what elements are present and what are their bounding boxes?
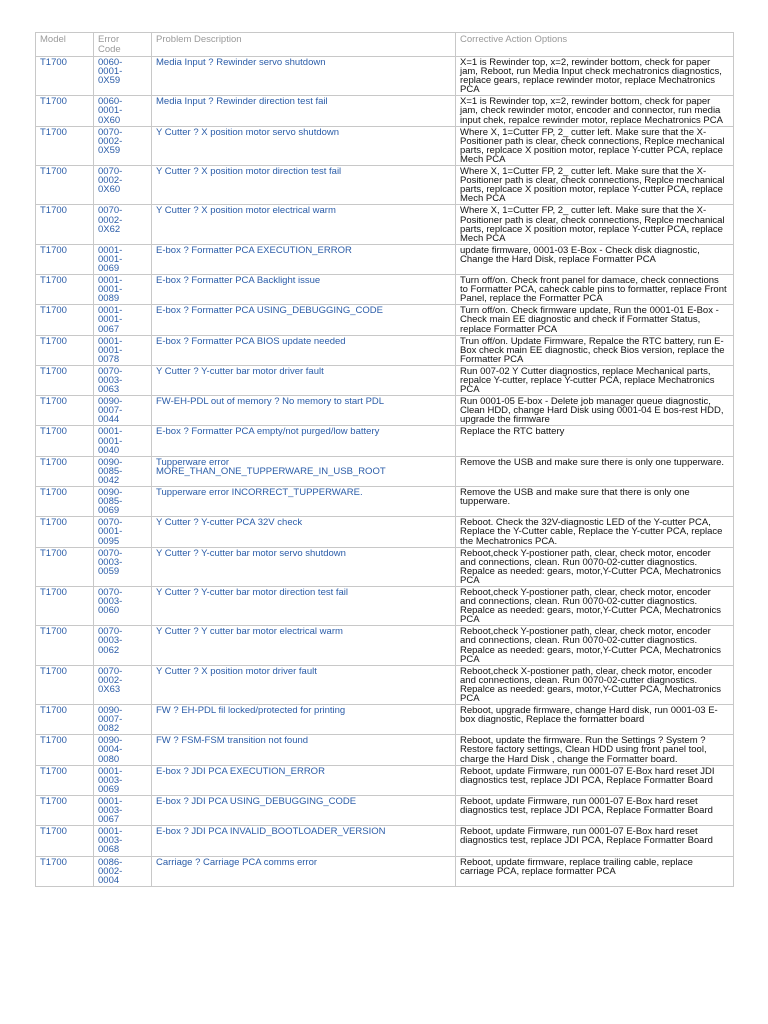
header-problem-description: Problem Description <box>152 33 456 57</box>
corrective-action-cell: Run 0001-05 E-box - Delete job manager queue diagnostic, Clean HDD, change Hard Disk using 0001-04 E bos-rest HDD, upgrade the firmware <box>456 396 734 426</box>
table-row <box>36 547 734 586</box>
error-code-cell: 0001- 0001- 0067 <box>94 305 152 335</box>
corrective-action-cell: Reboot,check Y-postioner path, clear, check motor, encoder and connections, clean. Run 0070-02-cutter diagnostics. Repalce as needed: gears, motor,Y-Cutter PCA, Mechatronics PCA <box>456 547 734 586</box>
model-cell: T1700 <box>36 426 94 456</box>
model-cell: T1700 <box>36 335 94 365</box>
problem-description-cell: Y Cutter ? Y-cutter bar motor driver fault <box>152 365 456 395</box>
corrective-action-cell: X=1 is Rewinder top, x=2, rewinder bottom, check for paper jam, check rewinder motor, encoder and connector, run media input chek, repalce rewinder motor, replace Mechatronics PCA <box>456 96 734 126</box>
problem-description-cell: E-box ? JDI PCA EXECUTION_ERROR <box>152 765 456 795</box>
model-cell: T1700 <box>36 665 94 704</box>
error-code-cell: 0070- 0003- 0060 <box>94 586 152 625</box>
error-code-cell: 0001- 0001- 0069 <box>94 244 152 274</box>
problem-description-cell: E-box ? JDI PCA INVALID_BOOTLOADER_VERSION <box>152 826 456 856</box>
error-code-cell: 0070- 0002- 0X63 <box>94 665 152 704</box>
problem-description-cell: Y Cutter ? X position motor servo shutdown <box>152 126 456 165</box>
header-corrective-action: Corrective Action Options <box>456 33 734 57</box>
table-row <box>36 244 734 274</box>
table-header-row <box>36 33 734 57</box>
corrective-action-cell: Remove the USB and make sure there is only one tupperware. <box>456 456 734 486</box>
error-code-cell: 0001- 0001- 0078 <box>94 335 152 365</box>
model-cell: T1700 <box>36 396 94 426</box>
table-row <box>36 426 734 456</box>
table-row <box>36 205 734 244</box>
corrective-action-cell: Where X, 1=Cutter FP, 2_ cutter left. Make sure that the X-Positioner path is clear, check connections, Replce mechanical parts, replcace X position motor, replace Y-cutter PCA, replace Mech PCA <box>456 126 734 165</box>
error-code-cell: 0001- 0001- 0040 <box>94 426 152 456</box>
table-row <box>36 735 734 765</box>
corrective-action-cell: Reboot, update Firmware, run 0001-07 E-Box hard reset JDI diagnostics test, replace JDI PCA, Replace Formatter Board <box>456 765 734 795</box>
model-cell: T1700 <box>36 166 94 205</box>
table-row <box>36 586 734 625</box>
header-model: Model <box>36 33 94 57</box>
problem-description-cell: E-box ? JDI PCA USING_DEBUGGING_CODE <box>152 795 456 825</box>
corrective-action-cell: Reboot,check Y-postioner path, clear, check motor, encoder and connections, clean. Run 0070-02-cutter diagnostics. Repalce as needed: gears, motor,Y-Cutter PCA, Mechatronics PCA <box>456 586 734 625</box>
table-row <box>36 365 734 395</box>
error-code-cell: 0070- 0003- 0059 <box>94 547 152 586</box>
model-cell: T1700 <box>36 856 94 886</box>
corrective-action-cell: Run 007-02 Y Cutter diagnostics, replace Mechanical parts, repalce Y-cutter, replace Y-cutter PCA, replace Mechatronics PCA <box>456 365 734 395</box>
model-cell: T1700 <box>36 275 94 305</box>
corrective-action-cell: X=1 is Rewinder top, x=2, rewinder bottom, check for paper jam, Reboot, run Media Input check mechatronics diagnostics, replace gears, replace rewinder motor, replace Mechatronics PCA <box>456 57 734 96</box>
table-row <box>36 126 734 165</box>
problem-description-cell: Y Cutter ? Y-cutter bar motor servo shutdown <box>152 547 456 586</box>
corrective-action-cell: Where X, 1=Cutter FP, 2_ cutter left. Make sure that the X-Positioner path is clear, check connections, Replce mechanical parts, replcace X position motor, replace Y-cutter PCA, replace Mech PCA <box>456 205 734 244</box>
table-row <box>36 665 734 704</box>
table-row <box>36 57 734 96</box>
problem-description-cell: E-box ? Formatter PCA USING_DEBUGGING_CODE <box>152 305 456 335</box>
corrective-action-cell: Turn off/on. Check firmware update, Run the 0001-01 E-Box - Check main EE diagnostic and check if Formatter Status, replace Formatter PCA <box>456 305 734 335</box>
table-row <box>36 826 734 856</box>
error-code-cell: 0070- 0002- 0X59 <box>94 126 152 165</box>
table-row <box>36 517 734 547</box>
corrective-action-cell: Turn off/on. Check front panel for damace, check connections to Formatter PCA, caheck cable pins to formatter, replace Front Panel, replace the Formatter PCA <box>456 275 734 305</box>
corrective-action-cell: Reboot,check Y-postioner path, clear, check motor, encoder and connections, clean. Run 0070-02-cutter diagnostics. Repalce as needed: gears, motor,Y-Cutter PCA, Mechatronics PCA <box>456 626 734 665</box>
problem-description-cell: Y Cutter ? Y-cutter PCA 32V check <box>152 517 456 547</box>
error-code-cell: 0090- 0085- 0042 <box>94 456 152 486</box>
table-row <box>36 335 734 365</box>
problem-description-cell: Y Cutter ? Y cutter bar motor electrical warm <box>152 626 456 665</box>
error-code-cell: 0070- 0003- 0063 <box>94 365 152 395</box>
model-cell: T1700 <box>36 795 94 825</box>
problem-description-cell: FW ? EH-PDL fil locked/protected for printing <box>152 705 456 735</box>
model-cell: T1700 <box>36 705 94 735</box>
table-row <box>36 275 734 305</box>
error-code-cell: 0060- 0001- 0X59 <box>94 57 152 96</box>
problem-description-cell: Carriage ? Carriage PCA comms error <box>152 856 456 886</box>
model-cell: T1700 <box>36 456 94 486</box>
corrective-action-cell: Trun off/on. Update Firmware, Repalce the RTC battery, run E-Box check main EE diagnostic, check Bios version, replace the Formatter PCA <box>456 335 734 365</box>
corrective-action-cell: Where X, 1=Cutter FP, 2_ cutter left. Make sure that the X-Positioner path is clear, check connections, Replce mechanical parts, replcace X position motor, replace Y-cutter PCA, replace Mech PCA <box>456 166 734 205</box>
error-code-cell: 0070- 0002- 0X62 <box>94 205 152 244</box>
corrective-action-cell: Reboot, update Firmware, run 0001-07 E-Box hard reset diagnostics test, replace JDI PCA, Replace Formatter Board <box>456 826 734 856</box>
problem-description-cell: Tupperware error INCORRECT_TUPPERWARE. <box>152 487 456 517</box>
problem-description-cell: Media Input ? Rewinder direction test fail <box>152 96 456 126</box>
table-row <box>36 456 734 486</box>
problem-description-cell: Y Cutter ? Y-cutter bar motor direction test fail <box>152 586 456 625</box>
problem-description-cell: Media Input ? Rewinder servo shutdown <box>152 57 456 96</box>
header-error-code: Error Code <box>94 33 152 57</box>
corrective-action-cell: Reboot, update firmware, replace trailing cable, replace carriage PCA, replace formatter PCA <box>456 856 734 886</box>
error-code-cell: 0070- 0002- 0X60 <box>94 166 152 205</box>
table-row <box>36 96 734 126</box>
problem-description-cell: E-box ? Formatter PCA empty/not purged/low battery <box>152 426 456 456</box>
problem-description-cell: FW ? FSM-FSM transition not found <box>152 735 456 765</box>
corrective-action-cell: Reboot, update the firmware. Run the Settings ? System ?Restore factory settings, Clean HDD using front panel tool, charge the Hard Disk , change the Formatter board. <box>456 735 734 765</box>
model-cell: T1700 <box>36 365 94 395</box>
problem-description-cell: Tupperware error MORE_THAN_ONE_TUPPERWARE_IN_USB_ROOT <box>152 456 456 486</box>
table-row <box>36 305 734 335</box>
corrective-action-cell: Replace the RTC battery <box>456 426 734 456</box>
problem-description-cell: E-box ? Formatter PCA Backlight issue <box>152 275 456 305</box>
error-code-cell: 0001- 0003- 0068 <box>94 826 152 856</box>
table-row <box>36 396 734 426</box>
error-code-cell: 0001- 0003- 0067 <box>94 795 152 825</box>
model-cell: T1700 <box>36 547 94 586</box>
model-cell: T1700 <box>36 205 94 244</box>
problem-description-cell: Y Cutter ? X position motor driver fault <box>152 665 456 704</box>
corrective-action-cell: update firmware, 0001-03 E-Box - Check disk diagnostic, Change the Hard Disk, replace Formatter PCA <box>456 244 734 274</box>
model-cell: T1700 <box>36 305 94 335</box>
error-code-cell: 0060- 0001- 0X60 <box>94 96 152 126</box>
problem-description-cell: Y Cutter ? X position motor electrical warm <box>152 205 456 244</box>
table-row <box>36 166 734 205</box>
corrective-action-cell: Reboot. Check the 32V-diagnostic LED of the Y-cutter PCA, Replace the Y-Cutter cable, Replace the Y-cutter PCA, replace the Mechatronics PCA. <box>456 517 734 547</box>
error-code-cell: 0001- 0003- 0069 <box>94 765 152 795</box>
error-code-cell: 0090- 0007- 0044 <box>94 396 152 426</box>
model-cell: T1700 <box>36 244 94 274</box>
model-cell: T1700 <box>36 126 94 165</box>
table-row <box>36 626 734 665</box>
model-cell: T1700 <box>36 57 94 96</box>
error-code-cell: 0070- 0001- 0095 <box>94 517 152 547</box>
model-cell: T1700 <box>36 517 94 547</box>
model-cell: T1700 <box>36 487 94 517</box>
table-row <box>36 765 734 795</box>
problem-description-cell: E-box ? Formatter PCA EXECUTION_ERROR <box>152 244 456 274</box>
corrective-action-cell: Reboot, upgrade firmware, change Hard disk, run 0001-03 E-box diagnostic, Replace the formatter board <box>456 705 734 735</box>
problem-description-cell: FW-EH-PDL out of memory ? No memory to start PDL <box>152 396 456 426</box>
table-row <box>36 856 734 886</box>
error-code-cell: 0001- 0001- 0089 <box>94 275 152 305</box>
table-body <box>36 57 734 887</box>
corrective-action-cell: Reboot, update Firmware, run 0001-07 E-Box hard reset diagnostics test, replace JDI PCA, Replace Formatter Board <box>456 795 734 825</box>
error-code-cell: 0070- 0003- 0062 <box>94 626 152 665</box>
table-row <box>36 487 734 517</box>
model-cell: T1700 <box>36 826 94 856</box>
model-cell: T1700 <box>36 96 94 126</box>
model-cell: T1700 <box>36 765 94 795</box>
error-code-table <box>35 32 734 887</box>
problem-description-cell: E-box ? Formatter PCA BIOS update needed <box>152 335 456 365</box>
table-row <box>36 705 734 735</box>
error-code-cell: 0090- 0004- 0080 <box>94 735 152 765</box>
model-cell: T1700 <box>36 586 94 625</box>
corrective-action-cell: Remove the USB and make sure that there is only one tupperware. <box>456 487 734 517</box>
table-row <box>36 795 734 825</box>
model-cell: T1700 <box>36 626 94 665</box>
error-code-cell: 0090- 0007- 0082 <box>94 705 152 735</box>
model-cell: T1700 <box>36 735 94 765</box>
problem-description-cell: Y Cutter ? X position motor direction test fail <box>152 166 456 205</box>
error-code-cell: 0090- 0085- 0069 <box>94 487 152 517</box>
corrective-action-cell: Reboot,check X-postioner path, clear, check motor, encoder and connections, clean. Run 0070-02-cutter diagnostics. Repalce as needed: gears, motor,Y-Cutter PCA, Mechatronics PCA <box>456 665 734 704</box>
error-code-cell: 0086- 0002- 0004 <box>94 856 152 886</box>
